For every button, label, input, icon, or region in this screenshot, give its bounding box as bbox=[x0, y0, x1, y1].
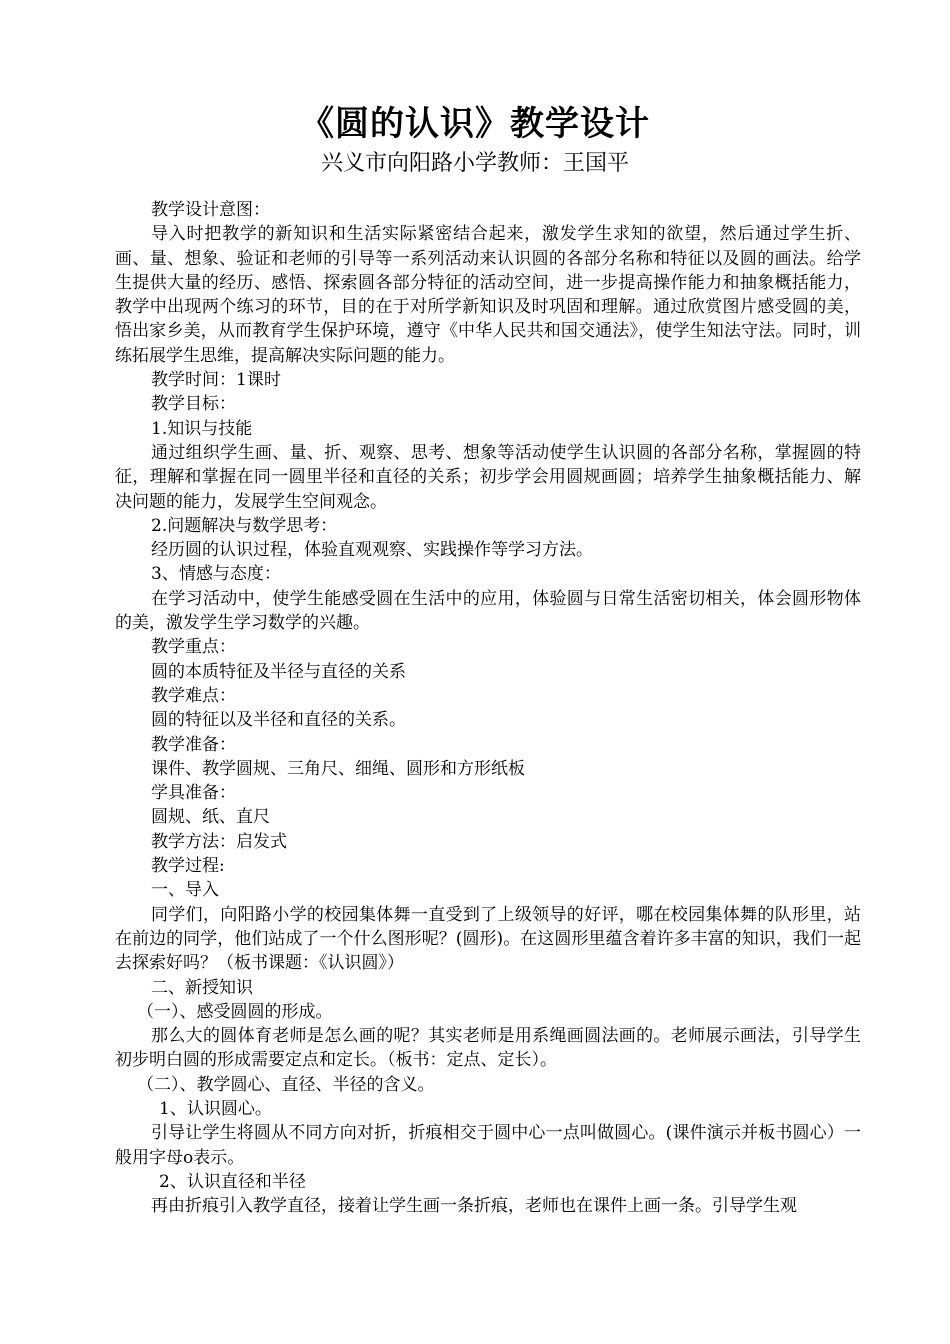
paragraph: 圆的特征以及半径和直径的关系。 bbox=[151, 710, 406, 731]
paragraph: 学具准备： bbox=[151, 783, 236, 804]
paragraph: 同学们，向阳路小学的校园集体舞一直受到了上级领导的好评，哪在校园集体舞的队形里，站在前边的同学，他们站成了一个什么图形呢？(圆形)。在这圆形里蕴含着许多丰富的知识，我们一起去探索好吗？（板书课题：《认识圆》） bbox=[115, 904, 861, 974]
paragraph: 一、导入 bbox=[151, 880, 219, 901]
paragraph: 圆规、纸、直尺 bbox=[151, 807, 270, 828]
paragraph: 2.问题解决与数学思考： bbox=[151, 515, 338, 536]
paragraph: 经历圆的认识过程，体验直观观察、实践操作等学习方法。 bbox=[151, 540, 593, 561]
paragraph: 教学设计意图： bbox=[151, 200, 270, 220]
paragraph: 在学习活动中，使学生能感受圆在生活中的应用，体验圆与日常生活密切相关，体会圆形物体的美，激发学生学习数学的兴趣。 bbox=[115, 588, 861, 634]
paragraph: 二、新授知识 bbox=[151, 977, 253, 998]
paragraph: 圆的本质特征及半径与直径的关系 bbox=[151, 661, 406, 682]
paragraph: 2、认识直径和半径 bbox=[159, 1171, 306, 1192]
paragraph: 教学重点： bbox=[151, 637, 236, 658]
paragraph: （二）、教学圆心、直径、半径的含义。 bbox=[137, 1074, 435, 1095]
paragraph: 导入时把教学的新知识和生活实际紧密结合起来，激发学生求知的欲望，然后通过学生折、画、量、想象、验证和老师的引导等一系列活动来认识圆的各部分名称和特征以及圆的画法。给学生提供大量的经历、感悟、探索圆各部分特征的活动空间，进一步提高操作能力和抽象概括能力，教学中出现两个练习的环节，目的在于对所学新知识及时巩固和理解。通过欣赏图片感受圆的美，悟出家乡美，从而教育学生保护环境，遵守《中华人民共和国交通法》，使学生知法守法。同时，训练拓展学生思维，提高解决实际问题的能力。 bbox=[115, 224, 861, 366]
paragraph: 教学时间：1课时 bbox=[151, 370, 281, 391]
document-subtitle: 兴义市向阳路小学教师：王国平 bbox=[320, 151, 629, 176]
paragraph: 教学过程: bbox=[151, 856, 225, 877]
paragraph: 引导让学生将圆从不同方向对折，折痕相交于圆中心一点叫做圆心。(课件演示并板书圆心）一般用字母o表示。 bbox=[115, 1123, 861, 1168]
paragraph: 教学难点： bbox=[151, 685, 236, 706]
paragraph: 教学方法：启发式 bbox=[151, 831, 287, 852]
document-title: 《圆的认识》教学设计 bbox=[300, 104, 650, 144]
paragraph: 1、认识圆心。 bbox=[159, 1098, 272, 1119]
paragraph: 通过组织学生画、量、折、观察、思考、想象等活动使学生认识圆的各部分名称，掌握圆的特征，理解和掌握在同一圆里半径和直径的关系；初步学会用圆规画圆；培养学生抽象概括能力、解决问题的能力，发展学生空间观念。 bbox=[115, 442, 861, 512]
paragraph: 那么大的圆体育老师是怎么画的呢？其实老师是用系绳画圆法画的。老师展示画法，引导学生初步明白圆的形成需要定点和定长。（板书：定点、定长）。 bbox=[115, 1026, 861, 1071]
paragraph: 再由折痕引入教学直径，接着让学生画一条折痕，老师也在课件上画一条。引导学生观 bbox=[151, 1196, 797, 1217]
paragraph: 3、情感与态度： bbox=[151, 564, 281, 585]
document-body bbox=[115, 198, 861, 1218]
paragraph: 教学目标： bbox=[151, 394, 236, 415]
paragraph: 教学准备： bbox=[151, 734, 236, 755]
paragraph: （一）、感受圆圆的形成。 bbox=[137, 1001, 333, 1022]
paragraph: 1.知识与技能 bbox=[151, 418, 253, 439]
paragraph: 课件、教学圆规、三角尺、细绳、圆形和方形纸板 bbox=[151, 758, 525, 779]
